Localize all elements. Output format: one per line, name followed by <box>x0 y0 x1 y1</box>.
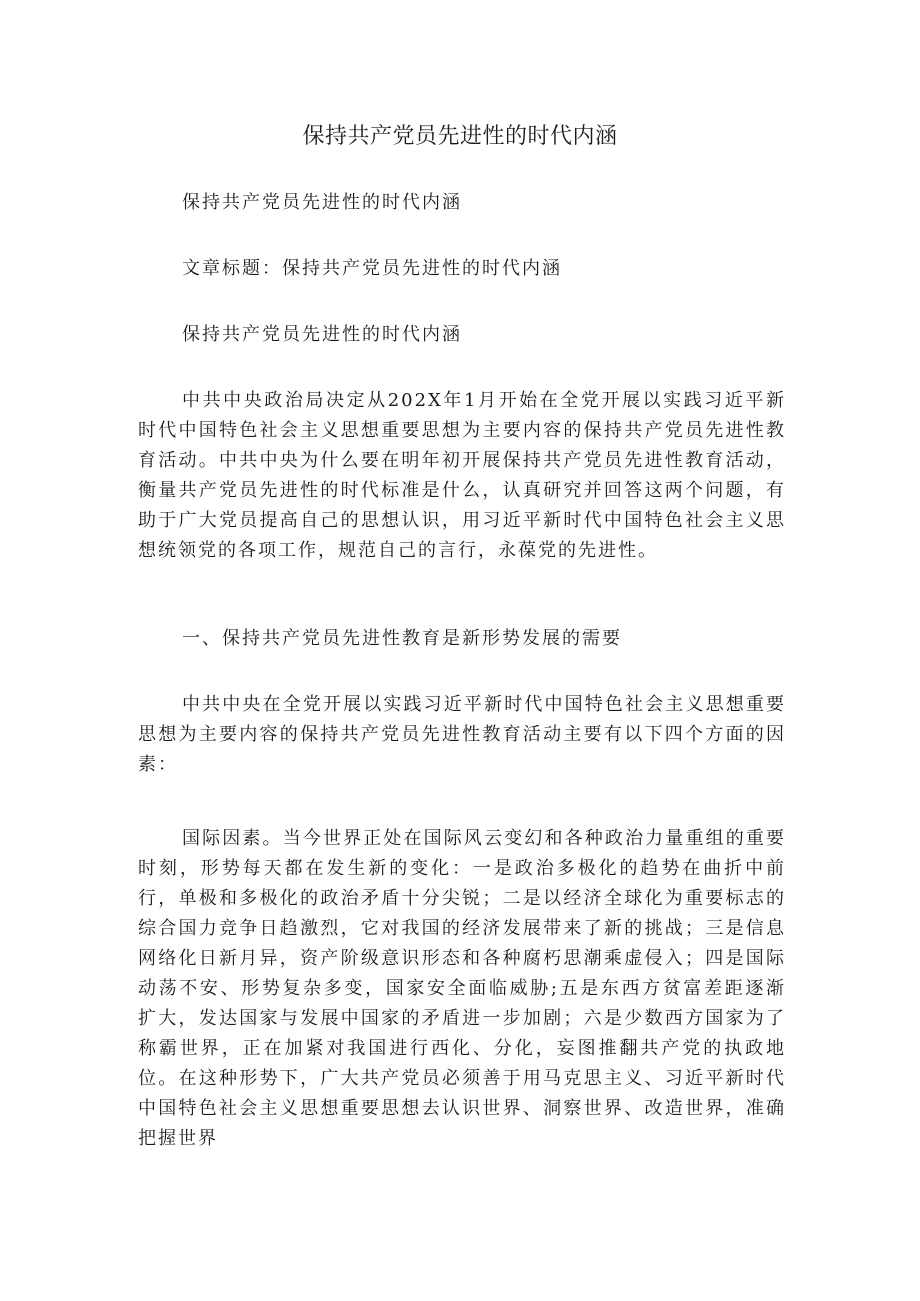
paragraph-international-factors: 国际因素。当今世界正处在国际风云变幻和各种政治力量重组的重要时刻，形势每天都在发生新的变化：一是政治多极化的趋势在曲折中前行，单极和多极化的政治矛盾十分尖锐；二是以经济全球化为重要标志的综合国力竞争日趋激烈，它对我国的经济发展带来了新的挑战；三是信息网络化日新月异，资产阶级意识形态和各种腐朽思潮乘虚侵入；四是国际动荡不安、形势复杂多变，国家安全面临威胁;五是东西方贫富差距逐渐扩大，发达国家与发展中国家的矛盾进一步加剧；六是少数西方国家为了称霸世界，正在加紧对我国进行西化、分化，妄图推翻共产党的执政地位。在这种形势下，广大共产党员必须善于用马克思主义、习近平新时代中国特色社会主义思想重要思想去认识世界、洞察世界、改造世界，准确把握世界 <box>138 828 786 1149</box>
paragraph-intro: 中共中央政治局决定从202X年1月开始在全党开展以实践习近平新时代中国特色社会主义思想重要思想为主要内容的保持共产党员先进性教育活动。中共中央为什么要在明年初开展保持共产党员先进性教育活动，衡量共产党员先进性的时代标准是什么，认真研究并回答这两个问题，有助于广大党员提高自己的思想认识，用习近平新时代中国特色社会主义思想统领党的各项工作，规范自己的言行，永葆党的先进性。 <box>138 390 786 561</box>
document-title: 保持共产党员先进性的时代内涵 <box>302 124 618 149</box>
paragraph-subtitle: 保持共产党员先进性的时代内涵 <box>182 192 462 213</box>
paragraph-four-factors: 中共中央在全党开展以实践习近平新时代中国特色社会主义思想重要思想为主要内容的保持共产党员先进性教育活动主要有以下四个方面的因素： <box>138 694 786 775</box>
paragraph-heading-repeat: 保持共产党员先进性的时代内涵 <box>182 324 462 345</box>
section-heading-one: 一、保持共产党员先进性教育是新形势发展的需要 <box>182 628 622 649</box>
paragraph-article-title: 文章标题：保持共产党员先进性的时代内涵 <box>182 258 562 279</box>
